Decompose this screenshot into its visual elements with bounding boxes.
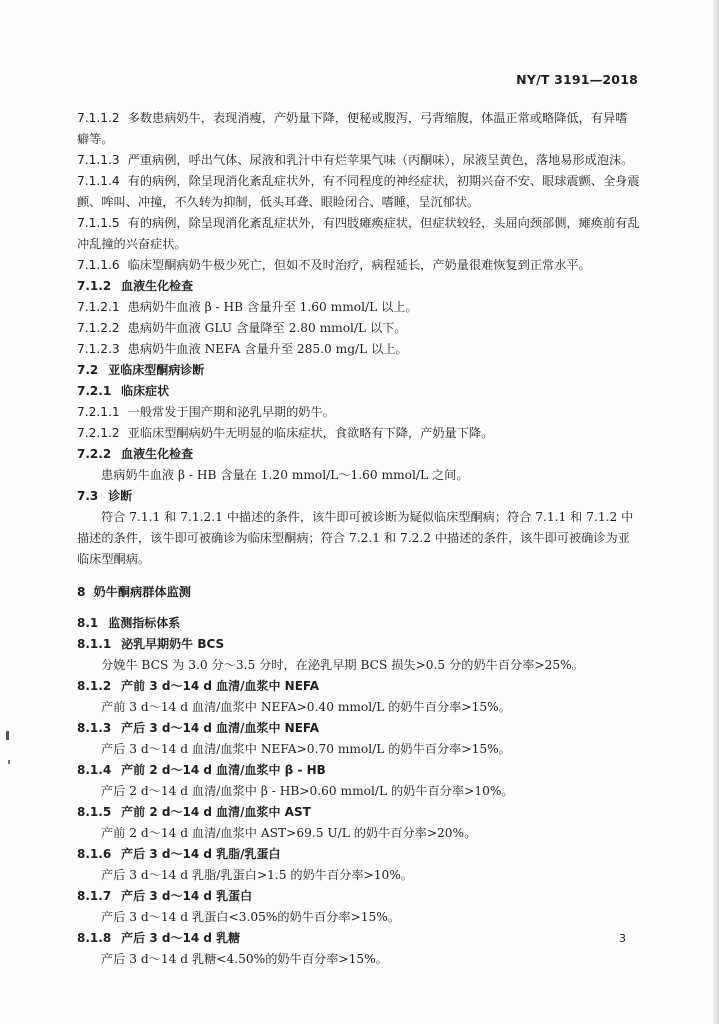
- page-edge-shadow: [713, 0, 719, 1024]
- clause-7-1-1-6: [77, 255, 643, 276]
- item-number: 8.1.5: [77, 805, 112, 819]
- item-heading-8-1-4: [77, 760, 643, 781]
- document-body: [77, 108, 643, 970]
- item-title: 产前 2 d～14 d 血清/血浆中 AST: [121, 805, 311, 819]
- item-text-8-1-5: 产前 2 d～14 d 血清/血浆中 AST>69.5 U/L 的奶牛百分率>20%。: [101, 826, 477, 840]
- item-title: 泌乳早期奶牛 BCS: [121, 637, 225, 651]
- chapter-title: 奶牛酮病群体监测: [93, 585, 191, 599]
- clause-number: 7.1.1.5: [77, 216, 120, 230]
- clause-7-1-1-3: [77, 150, 643, 171]
- clause-7-1-1-4: [77, 171, 643, 192]
- clause-7-2-1-1: [77, 402, 643, 423]
- clause-text: 有的病例，除呈现消化紊乱症状外，有不同程度的神经症状，初期兴奋不安、眼球震颤、全身震: [127, 174, 640, 188]
- section-heading-7-2-2: [77, 444, 643, 465]
- clause-7-1-1-5: [77, 213, 643, 234]
- item-heading-8-1-5: [77, 802, 643, 823]
- item-text-8-1-8: 产后 3 d～14 d 乳糖<4.50%的奶牛百分率>15%。: [101, 952, 388, 966]
- item-title: 产后 3 d～14 d 乳糖: [121, 931, 241, 945]
- clause-7-1-2-3: [77, 339, 643, 360]
- section-title: 亚临床型酮病诊断: [108, 363, 205, 377]
- clause-number: 7.1.2.3: [77, 342, 120, 356]
- item-heading-8-1-7: [77, 886, 643, 907]
- clause-continuation: 颤、哞叫、冲撞，不久转为抑制，低头耳聋、眼睑闭合、嗜睡，呈沉郁状。: [77, 195, 480, 209]
- item-number: 8.1.3: [77, 721, 112, 735]
- item-heading-8-1-2: [77, 676, 643, 697]
- item-text-8-1-1: 分娩牛 BCS 为 3.0 分～3.5 分时，在泌乳早期 BCS 损失>0.5 分的奶牛百分率>25%。: [101, 658, 584, 672]
- item-title: 产前 3 d～14 d 血清/血浆中 NEFA: [121, 679, 320, 693]
- section-title: 临床症状: [121, 384, 170, 398]
- section-number: 7.2.2: [77, 447, 112, 461]
- clause-text: 患病奶牛血液 NEFA 含量升至 285.0 mg/L 以上。: [127, 342, 408, 356]
- item-text-8-1-7: 产后 3 d～14 d 乳蛋白<3.05%的奶牛百分率>15%。: [101, 910, 401, 924]
- item-text-8-1-2: 产前 3 d～14 d 血清/血浆中 NEFA>0.40 mmol/L 的奶牛百分率>15%。: [101, 700, 511, 714]
- item-number: 8.1.2: [77, 679, 112, 693]
- standard-code: NY/T 3191—2018: [516, 72, 638, 87]
- paragraph-7-3-line-3: 临床型酮病。: [77, 552, 151, 566]
- item-text-8-1-6: 产后 3 d～14 d 乳脂/乳蛋白>1.5 的奶牛百分率>10%。: [101, 868, 414, 882]
- clause-number: 7.1.2.1: [77, 300, 120, 314]
- chapter-heading-8: [77, 582, 643, 603]
- clause-text: 患病奶牛血液 GLU 含量降至 2.80 mmol/L 以下。: [127, 321, 407, 335]
- section-title: 诊断: [108, 489, 133, 503]
- item-heading-8-1-3: [77, 718, 643, 739]
- clause-text: 临床型酮病奶牛极少死亡，但如不及时治疗，病程延长，产奶量很难恢复到正常水平。: [127, 258, 591, 272]
- item-number: 8.1.1: [77, 637, 112, 651]
- section-heading-7-3: [77, 486, 643, 507]
- clause-number: 7.1.2.2: [77, 321, 120, 335]
- chapter-number: 8: [77, 585, 86, 599]
- section-number: 7.2: [77, 363, 99, 377]
- item-text-8-1-4: 产后 2 d～14 d 血清/血浆中 β - HB>0.60 mmol/L 的奶牛百分率>10%。: [101, 784, 514, 798]
- item-title: 产后 3 d～14 d 乳脂/乳蛋白: [121, 847, 281, 861]
- item-number: 8.1.4: [77, 763, 112, 777]
- item-title: 产前 2 d～14 d 血清/血浆中 β - HB: [121, 763, 326, 777]
- item-title: 产后 3 d～14 d 乳蛋白: [121, 889, 253, 903]
- page-number: 3: [619, 932, 626, 945]
- item-heading-8-1-1: [77, 634, 643, 655]
- clause-number: 7.1.1.2: [77, 111, 120, 125]
- section-number: 8.1: [77, 616, 99, 630]
- paragraph-7-3-line-2: 描述的条件，该牛即可被确诊为临床型酮病；符合 7.2.1 和 7.2.2 中描述的条件，该牛即可被确诊为亚: [77, 531, 630, 545]
- clause-continuation: 冲乱撞的兴奋症状。: [77, 237, 187, 251]
- section-heading-7-1-2: [77, 276, 643, 297]
- clause-number: 7.2.1.1: [77, 405, 120, 419]
- section-title: 血液生化检查: [121, 279, 194, 293]
- item-text-8-1-3: 产后 3 d～14 d 血清/血浆中 NEFA>0.70 mmol/L 的奶牛百分率>15%。: [101, 742, 511, 756]
- section-number: 7.3: [77, 489, 99, 503]
- clause-number: 7.1.1.6: [77, 258, 120, 272]
- clause-text: 多数患病奶牛，表现消瘦，产奶量下降，便秘或腹泻，弓背缩腹，体温正常或略降低，有异嗜: [127, 111, 628, 125]
- clause-text: 有的病例，除呈现消化紊乱症状外，有四肢瘫痪症状，但症状较轻，头屈向颈部侧，瘫痪前有乱: [127, 216, 640, 230]
- paragraph-7-3-line-1: 符合 7.1.1 和 7.1.2.1 中描述的条件，该牛即可被诊断为疑似临床型酮病；符合 7.1.1 和 7.1.2 中: [101, 510, 634, 524]
- clause-number: 7.2.1.2: [77, 426, 120, 440]
- item-number: 8.1.8: [77, 931, 112, 945]
- clause-text: 严重病例，呼出气体、尿液和乳汁中有烂苹果气味（丙酮味），尿液呈黄色，落地易形成泡沫。: [127, 153, 634, 167]
- section-heading-7-2-1: [77, 381, 643, 402]
- item-heading-8-1-8: [77, 928, 643, 949]
- item-number: 8.1.6: [77, 847, 112, 861]
- paragraph-7-2-2: 患病奶牛血液 β - HB 含量在 1.20 mmol/L～1.60 mmol/L 之间。: [101, 468, 469, 482]
- clause-7-1-2-1: [77, 297, 643, 318]
- clause-text: 患病奶牛血液 β - HB 含量升至 1.60 mmol/L 以上。: [127, 300, 418, 314]
- clause-7-2-1-2: [77, 423, 643, 444]
- clause-number: 7.1.1.3: [77, 153, 120, 167]
- section-number: 7.1.2: [77, 279, 112, 293]
- clause-text: 一般常发于围产期和泌乳早期的奶牛。: [127, 405, 335, 419]
- section-heading-8-1: [77, 613, 643, 634]
- item-title: 产后 3 d～14 d 血清/血浆中 NEFA: [121, 721, 320, 735]
- clause-7-1-2-2: [77, 318, 643, 339]
- scan-mark: [6, 731, 9, 740]
- section-title: 监测指标体系: [108, 616, 181, 630]
- section-number: 7.2.1: [77, 384, 112, 398]
- clause-text: 亚临床型酮病奶牛无明显的临床症状，食欲略有下降，产奶量下降。: [127, 426, 494, 440]
- clause-7-1-1-2: [77, 108, 643, 129]
- item-number: 8.1.7: [77, 889, 112, 903]
- clause-number: 7.1.1.4: [77, 174, 120, 188]
- scan-mark: [8, 760, 10, 764]
- section-heading-7-2: [77, 360, 643, 381]
- clause-continuation: 癖等。: [77, 132, 114, 146]
- section-title: 血液生化检查: [121, 447, 194, 461]
- item-heading-8-1-6: [77, 844, 643, 865]
